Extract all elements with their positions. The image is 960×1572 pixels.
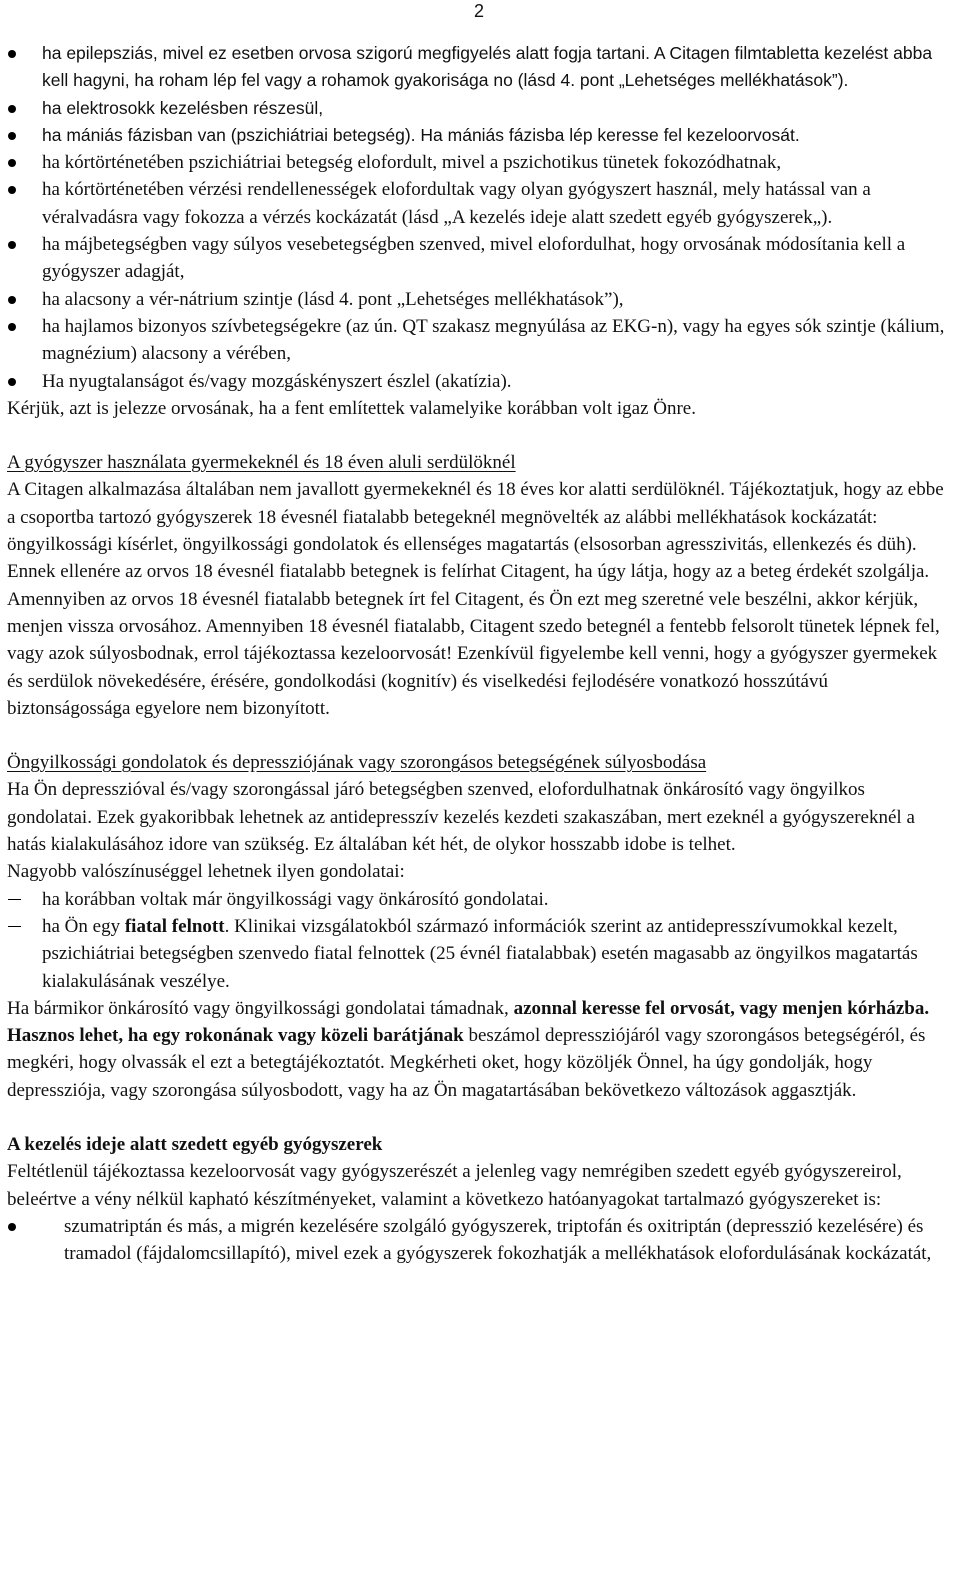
list-item: ha májbetegségben vagy súlyos vesebetegségben szenved, mivel elofordulhat, hogy orvosának módosítania kell a gyógyszer adagját, — [7, 231, 953, 286]
other-meds-list — [7, 1213, 953, 1268]
page-number: 2 — [474, 1, 485, 21]
closing-note: Kérjük, azt is jelezze orvosának, ha a fent említettek valamelyike korábban volt igaz Önre. — [7, 397, 696, 419]
children-section-body: A Citagen alkalmazása általában nem javallott gyermekeknél és 18 éves kor alatti serdülöknél. Tájékoztatjuk, hogy az ebbe a csoportba tartozó gyógyszerek 18 évesnél fiatalabb betegeknél megnövelték az alábbi mellékhatások kockázatát: öngyilkossági kísérlet, öngyilkossági gondolatok és ellenséges magatartás (elsosorban agresszivitás, ellenkezés és düh). Ennek ellenére az orvos 18 évesnél fiatalabb betegnek is felírhat Citagent, ha úgy látja, hogy az a beteg érdekét szolgálja. Amennyiben az orvos 18 évesnél fiatalabb betegnek írt fel Citagent, és Ön ezt meg szeretné vele beszélni, akkor kérjük, menjen vissza orvosához. Amennyiben 18 évesnél fiatalabb, Citagent szedo betegnél a fentebb felsorolt tünetek lépnek fel, vagy azok súlyosbodnak, errol tájékoztassa kezeloorvosát! Ezenkívül figyelembe kell venni, hogy a gyógyszer gyermekek és serdülok növekedésére, érésére, gondolkodási (kognitív) és viselkedési fejlodésére vonatkozó hosszútávú biztonságossága egyelore nem bizonyított. — [7, 479, 944, 719]
list-item: ha mániás fázisban van (pszichiátriai betegség). Ha mániás fázisba lép keresse fel kezeloorvosát. — [7, 122, 953, 149]
item-emphasis: fiatal felnott — [124, 915, 225, 937]
list-item: ha epilepsziás, mivel ez esetben orvosa szigorú megfigyelés alatt fogja tartani. A Citagen filmtabletta kezelést abba kell hagyni, ha roham lép fel vagy a rohamok gyakorisága no (lásd 4. pont „Lehetséges mellékhatások”). — [7, 40, 953, 95]
list-item: ha alacsony a vér-nátrium szintje (lásd 4. pont „Lehetséges mellékhatások”), — [7, 286, 953, 313]
help-text: beszámol depressziójáról vagy szorongásos betegségéról, és megkéri, hogy olvassák el ezt a betegtájékoztatót. Megkérheti oket, hogy közöljék Önnel, ha úgy gondolják, hogy depressziója, vagy szorongása súlyosbodott, vagy ha az Ön magatartásában bekövetkezo változások aggasztják. — [7, 1025, 926, 1101]
list-item: ha kórtörténetében pszichiátriai betegség elofordult, mivel a pszichotikus tünetek fokozódhatnak, — [7, 149, 953, 176]
list-item: szumatriptán és más, a migrén kezelésére szolgáló gyógyszerek, triptofán és oxitriptán (depresszió kezelésére) és tramadol (fájdalomcsillapító), mivel ezek a gyógyszerek fokozhatják a mellékhatások elofordulásának kockázatát, — [7, 1213, 953, 1268]
children-section-heading: A gyógyszer használata gyermekeknél és 18 éven aluli serdülöknél — [7, 452, 516, 474]
list-item — [7, 913, 953, 995]
item-text: ha Ön egy — [42, 915, 125, 937]
risk-list — [7, 886, 953, 995]
list-item: Ha nyugtalanságot és/vagy mozgáskényszert észlel (akatízia). — [7, 368, 953, 395]
document-page — [7, 0, 953, 1267]
suicide-list-intro: Nagyobb valószínuséggel lehetnek ilyen gondolatai: — [7, 861, 405, 883]
advice-emphasis: azonnal keresse fel orvosát, vagy menjen kórházba. — [513, 997, 930, 1019]
suicide-section-intro: Ha Ön depresszióval és/vagy szorongással járó betegségben szenved, elofordulhatnak önkárosító vagy öngyilkos gondolatai. Ezek gyakoribbak lehetnek az antidepresszív kezelés kezdeti szakaszában, mert ezeknél a gyógyszereknél a hatás kialakulásához idore van szükség. Ez általában két hét, de olykor hosszabb idobe is telhet. — [7, 779, 915, 856]
advice-paragraph — [7, 995, 953, 1022]
suicide-section-heading: Öngyilkossági gondolatok és depressziójának vagy szorongásos betegségének súlyosbodása — [7, 752, 707, 774]
other-meds-heading: A kezelés ideje alatt szedett egyéb gyógyszerek — [7, 1133, 383, 1155]
list-item: ha hajlamos bizonyos szívbetegségekre (az ún. QT szakasz megnyúlása az EKG-n), vagy ha egyes sók szintje (kálium, magnézium) alacsony a vérében, — [7, 313, 953, 368]
precautions-list — [7, 40, 953, 395]
help-paragraph — [7, 1022, 953, 1104]
list-item: ha korábban voltak már öngyilkossági vagy önkárosító gondolatai. — [7, 886, 953, 913]
list-item: ha kórtörténetében vérzési rendellenességek elofordultak vagy olyan gyógyszert használ, mely hatással van a véralvadásra vagy fokozza a vérzés kockázatát (lásd „A kezelés ideje alatt szedett egyéb gyógyszerek„). — [7, 176, 953, 231]
help-emphasis: Hasznos lehet, ha egy rokonának vagy közeli barátjának — [7, 1025, 464, 1047]
item-text: . Klinikai vizsgálatokból származó információk szerint az antidepresszívumokkal kezelt, pszichiátriai betegségben szenvedo fiatal felnottek (25 évnél fiatalabbak) esetén magasabb az öngyilkos magatartás kialakulásának veszélye. — [42, 915, 918, 992]
advice-text: Ha bármikor önkárosító vagy öngyilkossági gondolatai támadnak, — [7, 997, 514, 1019]
other-meds-body: Feltétlenül tájékoztassa kezeloorvosát vagy gyógyszerészét a jelenleg vagy nemrégiben szedett egyéb gyógyszereirol, beleértve a vény nélkül kapható készítményeket, valamint a következo hatóanyagokat tartalmazó gyógyszereket is: — [7, 1161, 902, 1210]
list-item: ha elektrosokk kezelésben részesül, — [7, 95, 953, 122]
